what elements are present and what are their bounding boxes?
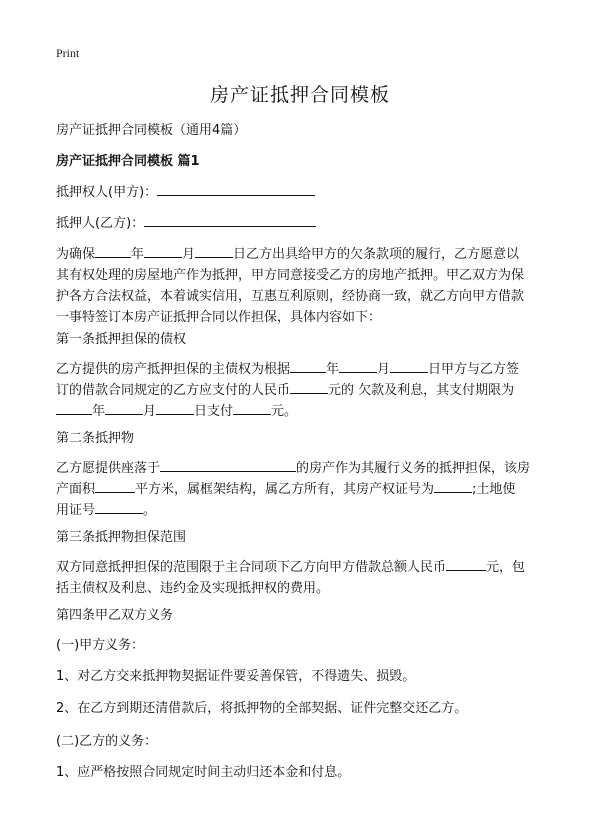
section-heading: 房产证抵押合同模板 篇1 — [56, 154, 200, 169]
party-b-duties-heading: (二)乙方的义务： — [56, 734, 158, 749]
article1-heading: 第一条抵押担保的债权 — [56, 332, 187, 347]
intro-paragraph: 为确保 年 月 日乙方出具给甲方的欠条款项的履行，乙方愿意以 其有权处理的房屋地产作为抵押，甲方同意接受乙方的房地产抵押。甲乙双方为保 护各方合法权益，本着诚实信用，互惠互利原则，经协商一致，就乙方向甲方借款 一事特签订本房产证抵押合同以作担保，具体内容如下： — [56, 244, 551, 328]
article3-paragraph: 双方同意抵押担保的范围限于主合同项下乙方向甲方借款总额人民币 元，包 括主债权及利息、违约金及实现抵押权的费用。 — [56, 557, 551, 599]
party-a-duty-item: 1、对乙方交来抵押物契据证件要妥善保管，不得遗失、损毁。 — [56, 669, 416, 684]
mortgagee-line — [56, 182, 551, 203]
mortgagor-label: 抵押人(乙方)： — [56, 216, 145, 231]
party-b-duty-item: 1、应严格按照合同规定时间主动归还本金和付息。 — [56, 765, 351, 780]
print-label[interactable]: Print — [56, 46, 80, 60]
article2-heading: 第二条抵押物 — [56, 431, 135, 446]
document-subtitle: 房产证抵押合同模板（通用4篇） — [56, 123, 247, 138]
article1-paragraph: 乙方提供的房产抵押担保的主债权为根据 年 月 日甲方与乙方签 订的借款合同规定的乙方应支付的人民币 元的 欠款及利息，其支付期限为 年 月 日支付 元。 — [56, 359, 551, 422]
article2-paragraph: 乙方愿提供座落于 的房产作为其履行义务的抵押担保，该房 产面积 平方米，属框架结构，属乙方所有，其房产权证号为 ;土地使 用证号 。 — [56, 458, 551, 521]
party-a-duty-item: 2、在乙方到期还清借款后，将抵押物的全部契据、证件完整交还乙方。 — [56, 701, 468, 716]
mortgagee-blank — [157, 182, 315, 196]
mortgagee-label: 抵押权人(甲方)： — [56, 185, 158, 200]
mortgagor-blank — [144, 213, 316, 227]
article4-heading: 第四条甲乙双方义务 — [56, 608, 174, 623]
document-title: 房产证抵押合同模板 — [209, 84, 390, 106]
mortgagor-line — [56, 213, 551, 234]
article3-heading: 第三条抵押物担保范围 — [56, 530, 187, 545]
party-a-duties-heading: (一)甲方义务： — [56, 638, 145, 653]
